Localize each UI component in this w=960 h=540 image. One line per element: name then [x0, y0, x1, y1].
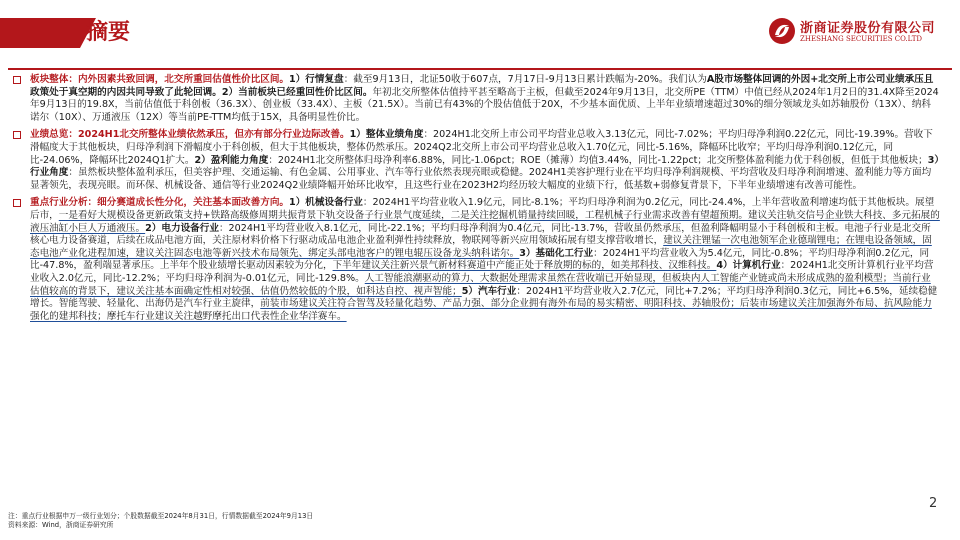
underlined-text: 前装市场建议关注符合智驾及轻量化趋势、产品力强、部分企业拥有海外布局的易实精密、明阳科技、苏轴股份；后装市场建议关注加强海外布局、抗风险能力强化的建邦科技；摩托车行业建议关注越野摩托出口代表性企业华洋赛车。: [30, 298, 932, 322]
body-text: ：2024H1平均营业收入2.7亿元，同比+7.2%；平均归母净利润0.3亿元，同比+6.5%，延续稳健增长。智能驾驶、轻量化、出海仍是汽车行业主旋律，: [30, 285, 938, 310]
company-logo: [768, 16, 948, 50]
paragraph-performance-overview: [10, 129, 940, 192]
subsection-label: 3）基础化工行业: [519, 247, 594, 259]
paragraph-sector-overall: [10, 74, 940, 124]
footnote: [8, 512, 313, 530]
logo-company-name-en: ZHESHANG SECURITIES CO.LTD: [800, 35, 923, 43]
title-accent-bar: [0, 18, 80, 48]
paragraph-heading: 业绩总览：2024H1北交所整体业绩依然承压，但亦有部分行业边际改善。: [30, 129, 350, 141]
subsection-label: 4）计算机行业: [716, 260, 781, 272]
body-text: ：2024H1平均营业收入8.1亿元，同比-22.1%；平均归母净利润为0.4亿元，同比-13.7%，营收虽仍然承压，但盈利降幅明显小于科创板和主板。电池子行业是北交所核心电力设备赛道，后续在成品电池方面，关注原材料价格下行驱动成品电池企业盈利弹性持续释放，物联网等新兴应用领域拓展有望支撑营收增长，: [30, 222, 931, 247]
underlined-text: 人工智能浪潮驱动的算力、大数据处理需求虽然在营收端已开始显现，但板块内人工智能产业链或尚未形成成熟的盈利模型；当前行业估值较高的背景下，建议关注基本面确定性相对较强、估值仍然较低的个股，如科达自控、视声智能；: [30, 272, 931, 297]
subsection-label: 2）电力设备行业: [145, 222, 219, 234]
paragraph-heading: 重点行业分析：细分赛道成长性分化，关注基本面改善方向。: [30, 197, 290, 209]
body-text: ：2024H1平均营业收入1.9亿元，同比-8.1%；平均归母净利润为0.2亿元，同比-24.4%，上半年营收盈利增速均低于其他板块。展望后市，: [30, 197, 935, 221]
body-text: 年初北交所整体估值持平甚至略高于主板，但截至2024年9月13日，北交所PE（TTM）中值已经从2024年1月2日的31.4X降至2024年9月13日的19.8X，当前估值低于科创板（36.3X）、创业板（33.4X）、主板（21.5X）。当前已有43%的个股估值低于20X，不少基本面优质、上半年业绩增速超过30%的细分领域龙头如苏轴股份（13X）、纳科诺尔（10X）、万通液压（12X）等当前PE-TTM均低于15X，具备明显性价比。: [30, 86, 939, 123]
zheshang-logo-icon: [768, 17, 796, 45]
body-text: ：2024H1平均营业收入为5.4亿元，同比-0.8%；平均归母净利润0.2亿元，同比-47.8%，盈利端显著承压。上半年个股业绩增长驱动因素较为分化，: [30, 247, 930, 272]
paragraph-heading: 板块整体：内外因素共致回调，北交所重回估值性价比区间。: [30, 74, 290, 85]
footnote-source: 资料来源：Wind，浙商证券研究所: [8, 521, 114, 529]
emphasis-text: A股市场整体回调的外因+北交所上市公司业绩承压且政策处于真空期的内因共同导致了此轮回调。: [30, 74, 934, 98]
header-divider: [8, 68, 952, 70]
body-text: ：2024H1北交所计算机行业平均营业收入2.0亿元，同比-12.2%；平均归母净利润为-0.01亿元，同比-129.8%。: [30, 260, 934, 284]
underlined-text: 一是看好大规模设备更新政策支持+铁路高级修周期共振背景下轨交设备子行业景气度延续，二是关注挖掘机销量持续回暖，工程机械子行业需求改善有望超预期。: [58, 209, 748, 221]
body-text: ：截至9月13日，北证50收于607点，7月17日-9月13日累计跌幅为-20%。我们认为: [343, 74, 707, 85]
summary-content: [10, 74, 940, 328]
subsection-label: 2）当前板块已经重回性价比区间。: [221, 86, 373, 98]
body-text: ：虽然板块整体盈利承压，但美容护理、交通运输、有色金属、公用事业、汽车等行业依然表现亮眼或稳健。2024H1美容护理行业在平均归母净利润规模、平均营收及归母净利润增速、盈利能力等方面均显著领先，表现亮眼。而环保、机械设备、通信等行业2024Q2业绩降幅开始环比收窄，且这些行业在2023H2均经历较大幅度的业绩下行，低基数+弱修复背景下，下半年业绩增速有改善可能性。: [30, 167, 932, 191]
subsection-label: 1）整体业绩角度: [349, 129, 424, 141]
subsection-label: 3）行业角度: [30, 154, 940, 179]
subsection-label: 2）盈利能力角度: [194, 154, 269, 166]
underlined-text: 下半年建议关注新兴景气新材料赛道中产能正处于释放期的标的，如美邦科技、汉维科技。: [332, 260, 717, 272]
body-text: ：2024H1北交所上市公司平均营业总收入3.13亿元，同比-7.02%；平均归母净利润0.22亿元，同比-19.39%。营收下滑幅度大于其他板块，归母净利润下滑幅度小于科创板，但大于其他板块，整体仍然承压。2024Q2北交所上市公司平均营业总收入1.70亿元，同比-5.16%，降幅环比收窄；平均归母净利润0.12亿元，同比-24.06%，降幅环比2024Q1扩大。: [30, 129, 933, 166]
square-bullet-icon: [13, 131, 21, 139]
underlined-text: 建议关注锂锰一次电池领军企业德瑞锂电；在锂电设备领域，固态电池产业化进程加速，建议关注固态电池等新兴技术布局领先、绑定头部电池客户的锂电辊压设备龙头纳科诺尔。: [30, 235, 932, 259]
paragraph-key-industries: [10, 197, 940, 323]
underlined-text: 建议关注轨交信号企业铁大科技、多元拓展的液压油缸小巨人万通液压。: [30, 209, 940, 234]
footnote-note: 注：重点行业根据申万一级行业划分；个股数据截至2024年8月31日，行情数据截至2024年9月13日: [8, 512, 314, 520]
page-title: 摘要: [86, 20, 131, 45]
subsection-label: 1）行情复盘: [289, 74, 344, 85]
page-number: 2: [929, 496, 938, 511]
body-text: ：2024H1北交所整体归母净利率6.88%，同比-1.06pct；ROE（摊薄）均值3.44%，同比-1.22pct；北交所整体盈利能力优于科创板，但低于其他板块；: [268, 154, 928, 166]
square-bullet-icon: [13, 76, 21, 84]
subsection-label: 1）机械设备行业: [289, 197, 363, 209]
logo-company-name-cn: 浙商证券股份有限公司: [800, 21, 936, 36]
square-bullet-icon: [13, 199, 21, 207]
subsection-label: 5）汽车行业: [461, 285, 517, 297]
